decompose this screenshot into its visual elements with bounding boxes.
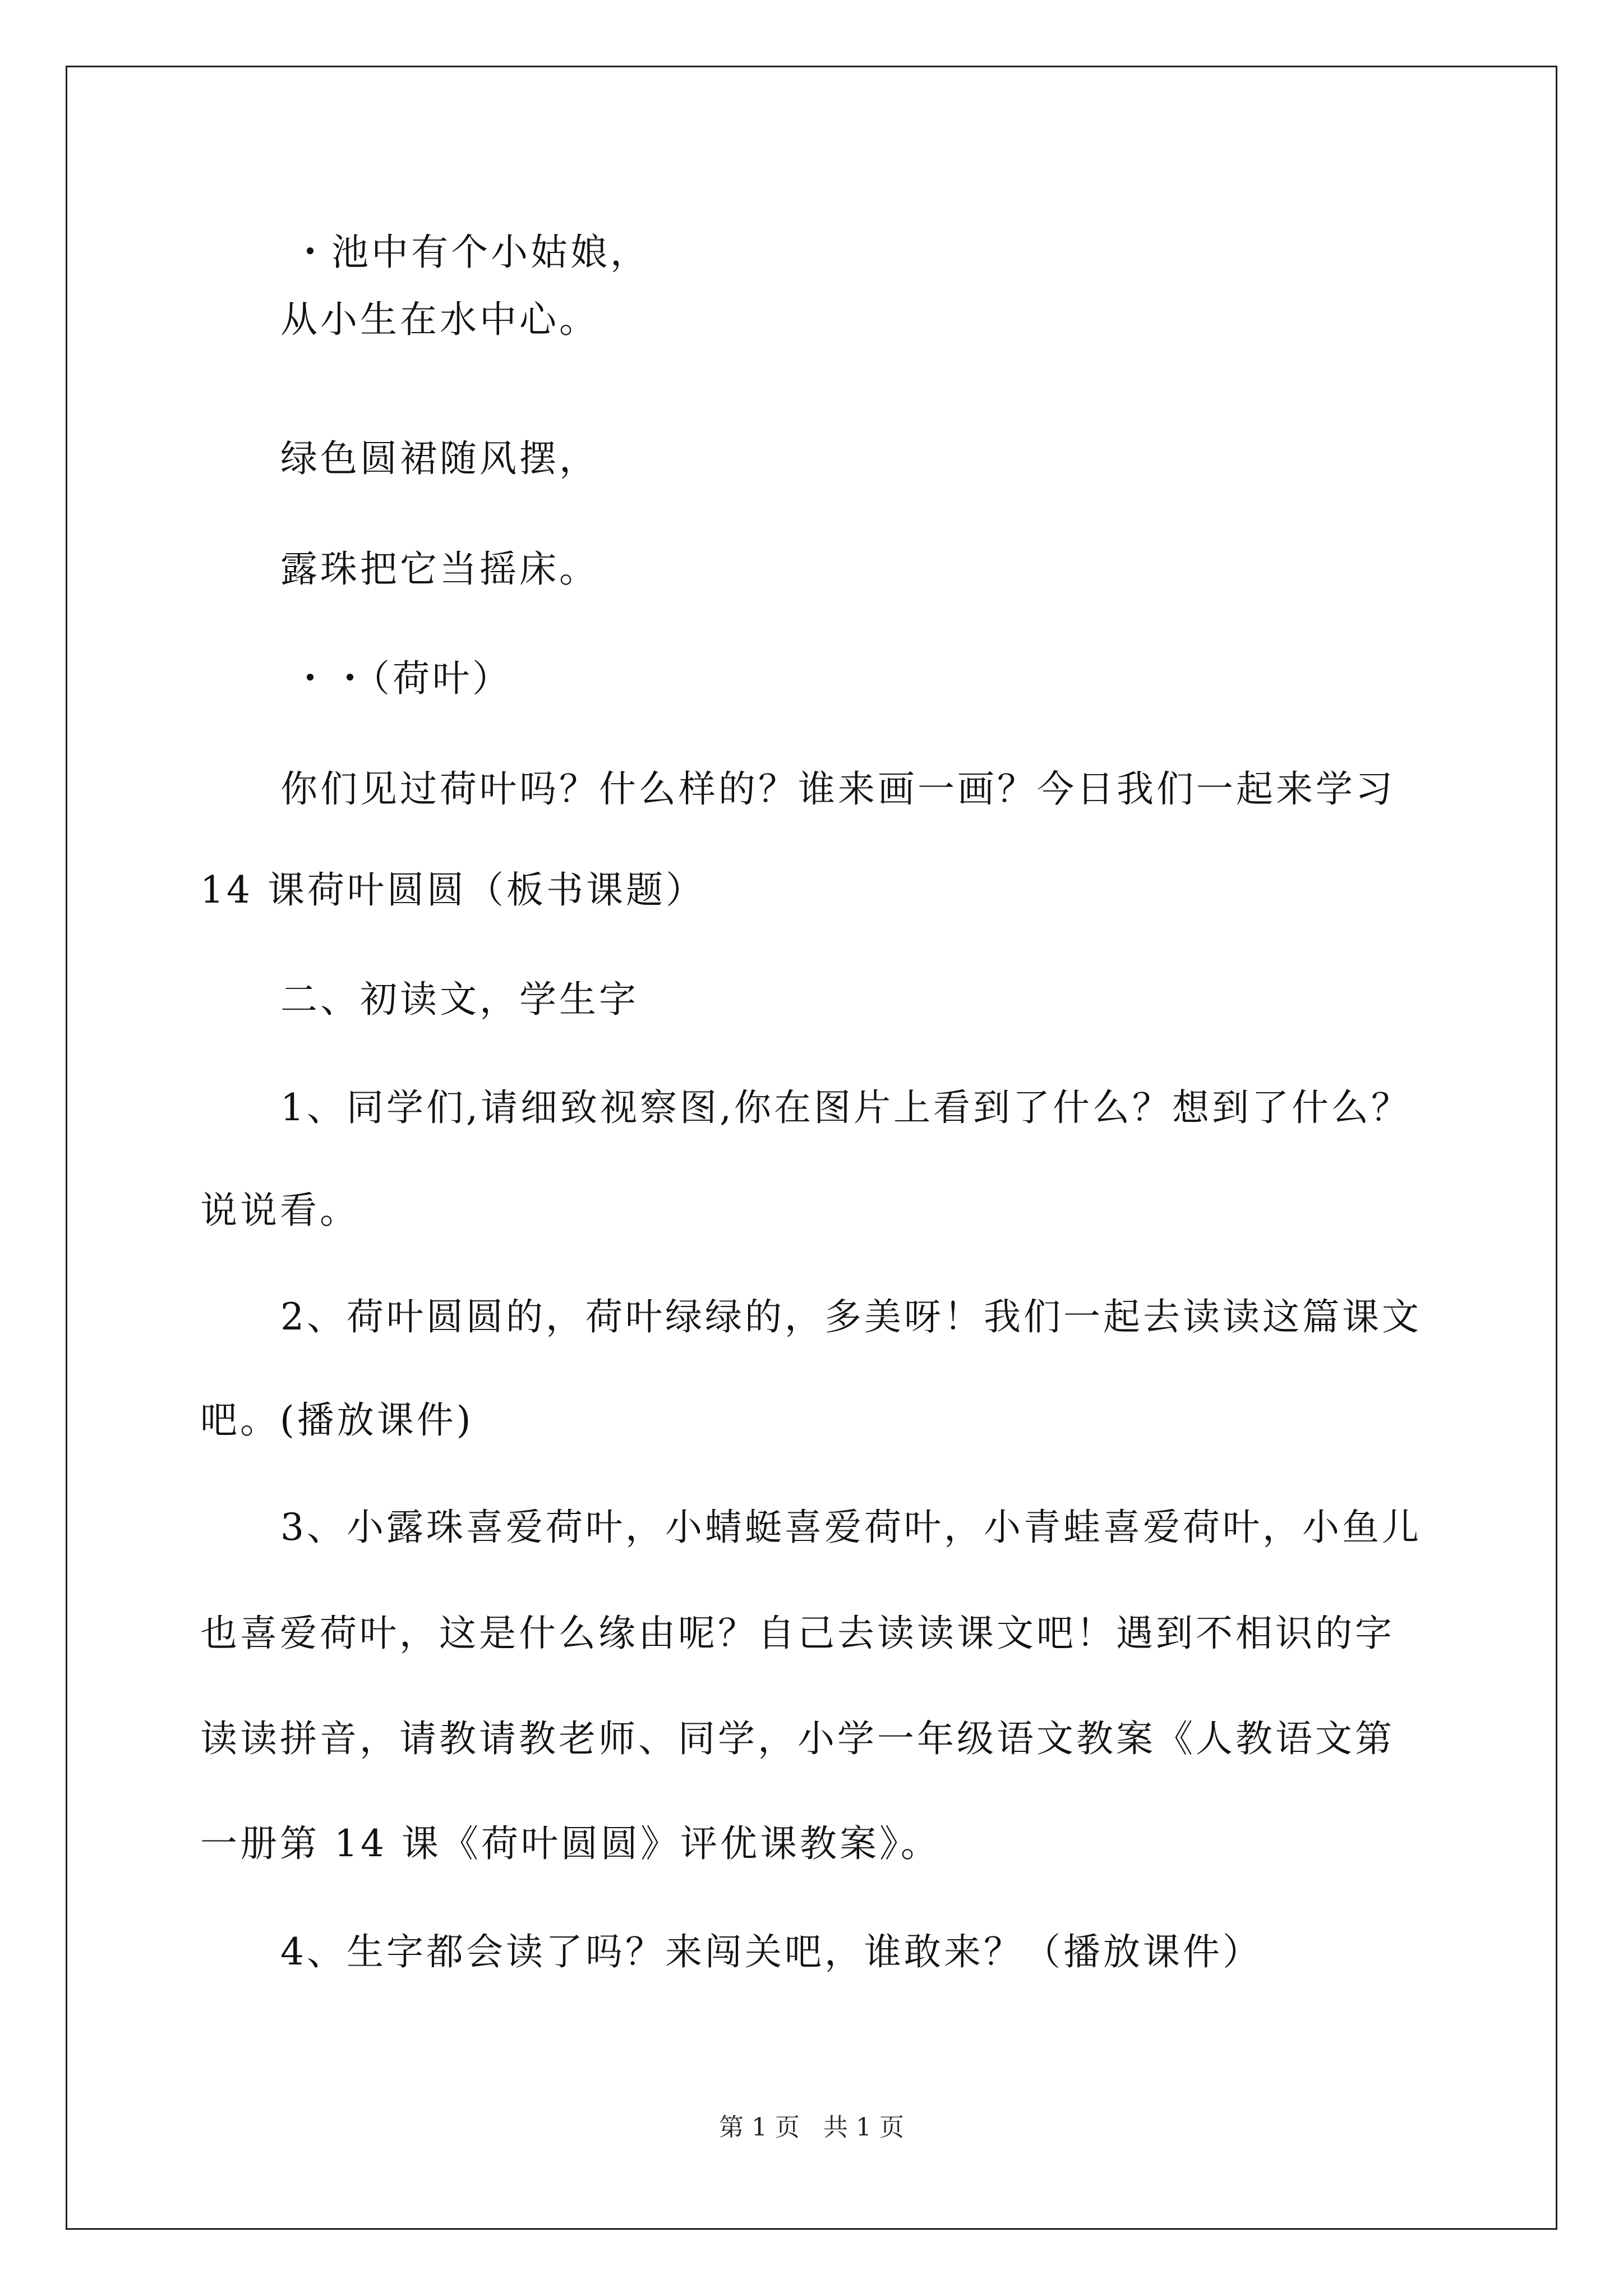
page-border: [66, 66, 1557, 2230]
step-2-line-2: 吧。(播放课件): [200, 1398, 474, 1442]
step-4-line-1: 4、生字都会读了吗？来闯关吧，谁敢来？（播放课件）: [280, 1930, 1262, 1973]
section-heading: 二、初读文，学生字: [280, 978, 639, 1021]
paragraph-intro-line-2: 14 课荷叶圆圆（板书课题）: [200, 868, 706, 912]
riddle-line-1: ・池中有个小姑娘，: [292, 231, 650, 274]
step-2-line-1: 2、荷叶圆圆的，荷叶绿绿的，多美呀！我们一起去读读这篇课文: [280, 1295, 1422, 1338]
riddle-line-2: 从小生在水中心。: [280, 298, 599, 341]
step-1-line-1: 1、同学们,请细致视察图,你在图片上看到了什么？想到了什么？: [280, 1086, 1411, 1129]
riddle-line-4: 露珠把它当摇床。: [280, 547, 599, 591]
paragraph-intro-line-1: 你们见过荷叶吗？什么样的？谁来画一画？今日我们一起来学习: [280, 767, 1395, 811]
step-1-line-2: 说说看。: [200, 1189, 359, 1232]
step-3-line-2: 也喜爱荷叶，这是什么缘由呢？自己去读读课文吧！遇到不相识的字: [200, 1612, 1395, 1655]
step-3-line-3: 读读拼音，请教请教老师、同学，小学一年级语文教案《人教语文第: [200, 1717, 1395, 1760]
riddle-answer: ・・（荷叶）: [292, 657, 512, 700]
riddle-line-3: 绿色圆裙随风摆，: [280, 437, 599, 480]
step-3-line-1: 3、小露珠喜爱荷叶，小蜻蜓喜爱荷叶，小青蛙喜爱荷叶，小鱼儿: [280, 1506, 1422, 1549]
page-footer: 第 1 页 共 1 页: [719, 2113, 904, 2142]
step-3-line-4: 一册第 14 课《荷叶圆圆》评优课教案》。: [200, 1822, 940, 1865]
